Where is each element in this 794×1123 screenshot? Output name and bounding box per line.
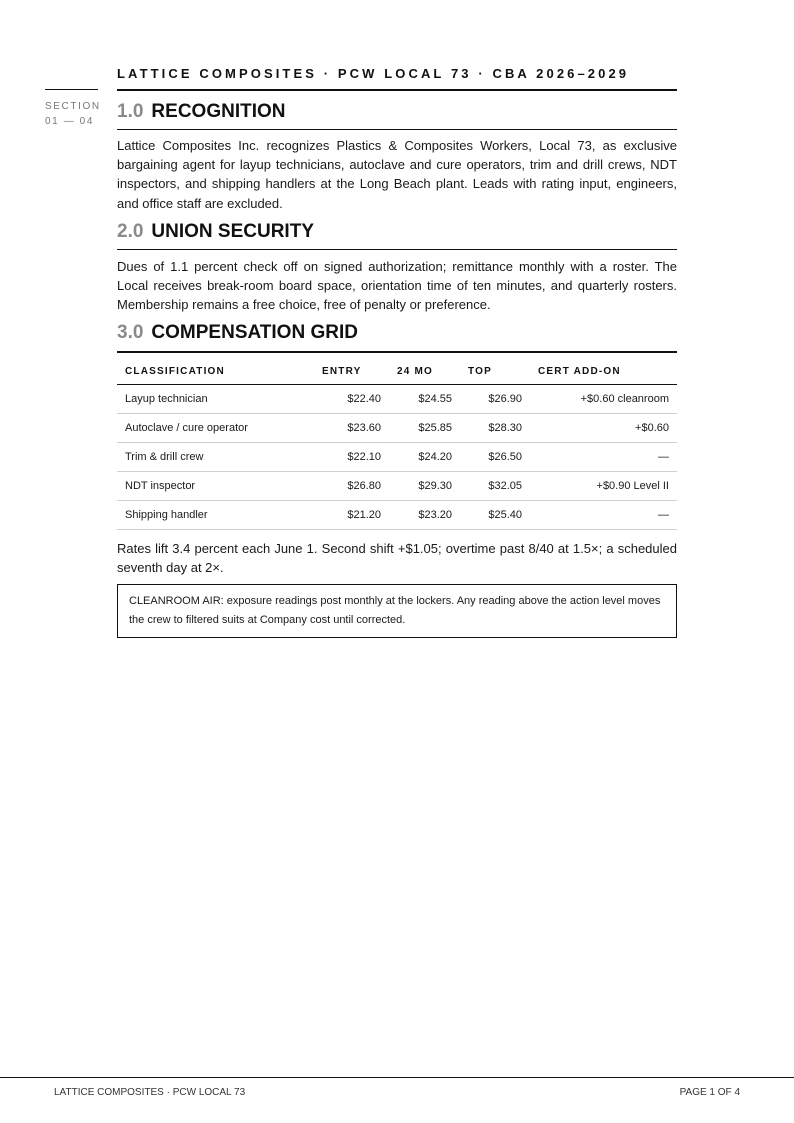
table-cell: $23.20: [389, 501, 460, 530]
table-cell: $22.40: [314, 385, 389, 414]
table-cell: $23.60: [314, 414, 389, 443]
section-body-compensation-grid: Rates lift 3.4 percent each June 1. Second shift +$1.05; overtime past 8/40 at 1.5×; a scheduled seventh day at 2×.: [117, 541, 677, 576]
column-header: TOP: [460, 358, 530, 385]
table-row: [117, 472, 677, 501]
table-row: [117, 414, 677, 443]
table-cell: $28.30: [460, 414, 530, 443]
section-number: 1.0: [117, 101, 144, 122]
section-title: COMPENSATION GRID: [151, 322, 358, 343]
table-cell: $26.50: [460, 443, 530, 472]
table-cell: $22.10: [314, 443, 389, 472]
section-body-recognition: Lattice Composites Inc. recognizes Plastics & Composites Workers, Local 73, as exclusive bargaining agent for layup technicians, autoclave and cure operators, trim and drill crews, NDT inspectors, and shipping handlers at the Long Beach plant. Leads with rating input, engineers, and office staff are excluded.: [117, 138, 677, 211]
table-cell: $29.30: [389, 472, 460, 501]
section-tag: [45, 99, 105, 129]
section-number: 2.0: [117, 221, 144, 242]
table-cell: $32.05: [460, 472, 530, 501]
table-cell: +$0.90 Level II: [530, 472, 677, 501]
section-body-union-security: Dues of 1.1 percent check off on signed authorization; remittance monthly with a roster. The Local receives break-room board space, orientation time of ten minutes, and quarterly rosters. Membership remains a free choice, free of penalty or preference.: [117, 259, 677, 313]
column-header: CLASSIFICATION: [117, 358, 314, 385]
column-header: CERT ADD-ON: [530, 358, 677, 385]
table-row: [117, 385, 677, 414]
cleanroom-air-note: CLEANROOM AIR: exposure readings post monthly at the lockers. Any reading above the action level moves the crew to filtered suits at Company cost until corrected.: [117, 584, 677, 638]
table-cell: Autoclave / cure operator: [117, 414, 314, 443]
table-row: [117, 501, 677, 530]
table-cell: —: [530, 501, 677, 530]
header-rule: [117, 89, 677, 91]
compensation-table: [117, 358, 677, 530]
margin-rule: [45, 89, 98, 90]
table-cell: $25.85: [389, 414, 460, 443]
table-top-rule: [117, 351, 677, 353]
running-head: LATTICE COMPOSITES · PCW LOCAL 73 · CBA 2026–2029: [117, 66, 630, 81]
section-tag-range: 01 — 04: [45, 116, 95, 127]
table-cell: $21.20: [314, 501, 389, 530]
column-header: ENTRY: [314, 358, 389, 385]
table-cell: Trim & drill crew: [117, 443, 314, 472]
table-cell: +$0.60: [530, 414, 677, 443]
table-row: [117, 443, 677, 472]
footer-left: LATTICE COMPOSITES · PCW LOCAL 73: [54, 1087, 246, 1098]
table-header-row: [117, 358, 677, 385]
table-cell: +$0.60 cleanroom: [530, 385, 677, 414]
section-title: UNION SECURITY: [151, 221, 314, 242]
table-cell: $26.90: [460, 385, 530, 414]
table-cell: $24.20: [389, 443, 460, 472]
column-header: 24 MO: [389, 358, 460, 385]
table-cell: —: [530, 443, 677, 472]
page-number: PAGE 1 OF 4: [679, 1087, 740, 1098]
section-tag-label: SECTION: [45, 101, 101, 112]
table-cell: $25.40: [460, 501, 530, 530]
table-cell: Shipping handler: [117, 501, 314, 530]
table-cell: NDT inspector: [117, 472, 314, 501]
section-rule: [117, 249, 677, 250]
table-cell: Layup technician: [117, 385, 314, 414]
section-number: 3.0: [117, 322, 144, 343]
section-rule: [117, 129, 677, 130]
table-cell: $26.80: [314, 472, 389, 501]
section-title: RECOGNITION: [151, 101, 286, 122]
footer-rule: [0, 1077, 794, 1078]
table-cell: $24.55: [389, 385, 460, 414]
